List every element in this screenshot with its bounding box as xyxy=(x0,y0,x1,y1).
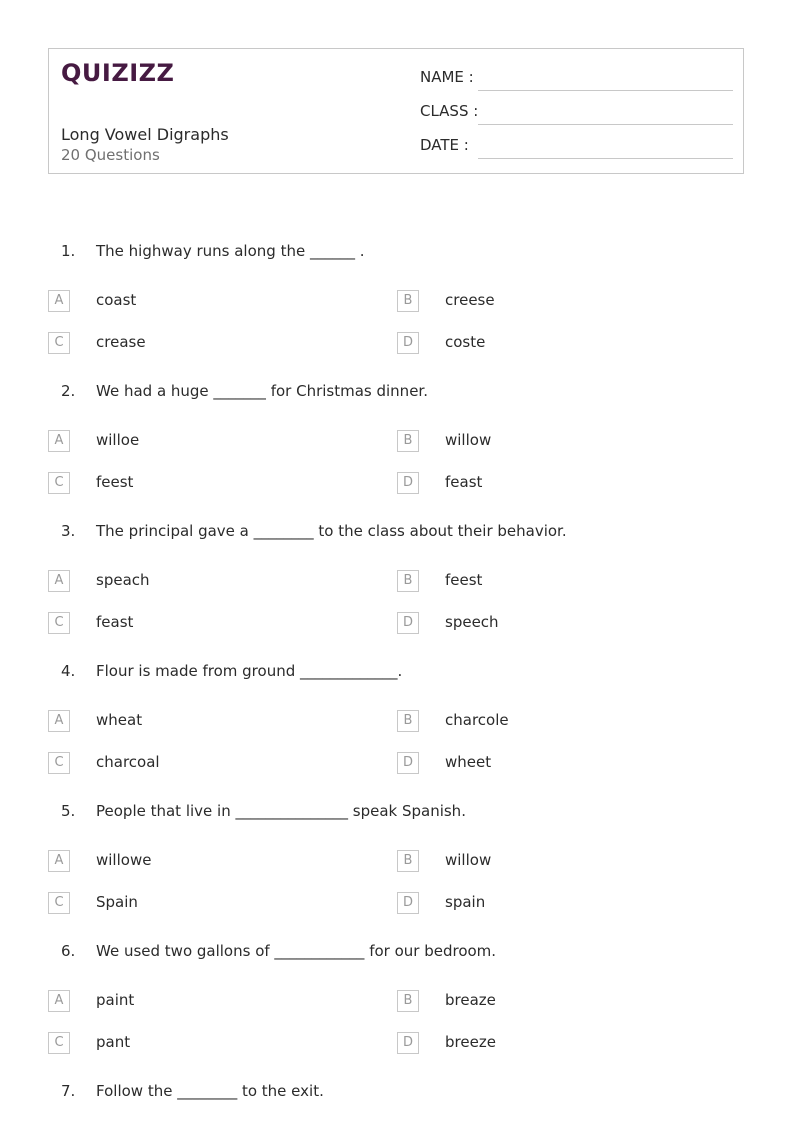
option-letter-box[interactable]: D xyxy=(397,752,419,774)
answer-option-c[interactable] xyxy=(48,472,348,496)
answer-option-d[interactable] xyxy=(397,612,697,636)
option-text: willow xyxy=(445,851,492,869)
class-field xyxy=(420,102,733,126)
option-letter-box[interactable]: B xyxy=(397,710,419,732)
question-3 xyxy=(0,522,794,562)
answer-option-a[interactable] xyxy=(48,430,348,454)
answer-option-b[interactable] xyxy=(397,710,697,734)
quizizz-logo: QUIZIZZ xyxy=(61,59,175,87)
answer-option-a[interactable] xyxy=(48,290,348,314)
option-letter-box[interactable]: B xyxy=(397,990,419,1012)
question-5 xyxy=(0,802,794,842)
name-line xyxy=(478,90,733,91)
question-7 xyxy=(0,1082,794,1122)
option-text: crease xyxy=(96,333,146,351)
option-text: breeze xyxy=(445,1033,496,1051)
option-letter-box[interactable]: A xyxy=(48,570,70,592)
question-text: We had a huge _______ for Christmas dinner. xyxy=(96,382,428,400)
option-text: wheet xyxy=(445,753,492,771)
question-number: 4. xyxy=(61,662,76,680)
answer-option-b[interactable] xyxy=(397,990,697,1014)
option-letter-box[interactable]: B xyxy=(397,430,419,452)
class-line xyxy=(478,124,733,125)
option-letter-box[interactable]: C xyxy=(48,752,70,774)
option-text: pant xyxy=(96,1033,131,1051)
option-text: paint xyxy=(96,991,135,1009)
option-text: speach xyxy=(96,571,150,589)
option-text: feast xyxy=(96,613,134,631)
answer-option-a[interactable] xyxy=(48,990,348,1014)
question-1 xyxy=(0,242,794,282)
option-text: feest xyxy=(96,473,134,491)
worksheet-header xyxy=(48,48,744,174)
option-letter-box[interactable]: D xyxy=(397,1032,419,1054)
option-text: willow xyxy=(445,431,492,449)
answer-option-a[interactable] xyxy=(48,710,348,734)
question-number: 2. xyxy=(61,382,76,400)
answer-option-d[interactable] xyxy=(397,892,697,916)
option-letter-box[interactable]: D xyxy=(397,612,419,634)
answer-option-b[interactable] xyxy=(397,850,697,874)
option-letter-box[interactable]: C xyxy=(48,612,70,634)
question-text: Flour is made from ground _____________. xyxy=(96,662,403,680)
answer-option-c[interactable] xyxy=(48,752,348,776)
question-number: 7. xyxy=(61,1082,76,1100)
option-letter-box[interactable]: A xyxy=(48,290,70,312)
option-text: spain xyxy=(445,893,486,911)
option-text: charcole xyxy=(445,711,509,729)
date-label: DATE : xyxy=(420,136,469,154)
option-text: breaze xyxy=(445,991,496,1009)
answer-option-c[interactable] xyxy=(48,1032,348,1056)
question-text: We used two gallons of ____________ for our bedroom. xyxy=(96,942,497,960)
question-2 xyxy=(0,382,794,422)
answer-option-b[interactable] xyxy=(397,290,697,314)
option-letter-box[interactable]: B xyxy=(397,570,419,592)
answer-option-d[interactable] xyxy=(397,1032,697,1056)
option-letter-box[interactable]: A xyxy=(48,710,70,732)
answer-option-b[interactable] xyxy=(397,430,697,454)
option-letter-box[interactable]: C xyxy=(48,472,70,494)
option-letter-box[interactable]: D xyxy=(397,332,419,354)
option-letter-box[interactable]: A xyxy=(48,430,70,452)
answer-option-a[interactable] xyxy=(48,850,348,874)
option-letter-box[interactable]: C xyxy=(48,892,70,914)
answer-option-d[interactable] xyxy=(397,472,697,496)
question-count: 20 Questions xyxy=(61,146,160,164)
question-number: 5. xyxy=(61,802,76,820)
option-letter-box[interactable]: B xyxy=(397,290,419,312)
question-number: 3. xyxy=(61,522,76,540)
answer-option-a[interactable] xyxy=(48,570,348,594)
question-4 xyxy=(0,662,794,702)
option-letter-box[interactable]: C xyxy=(48,1032,70,1054)
question-text: Follow the ________ to the exit. xyxy=(96,1082,324,1100)
option-text: Spain xyxy=(96,893,138,911)
option-text: coste xyxy=(445,333,486,351)
answer-option-c[interactable] xyxy=(48,332,348,356)
name-label: NAME : xyxy=(420,68,474,86)
option-letter-box[interactable]: B xyxy=(397,850,419,872)
option-text: wheat xyxy=(96,711,143,729)
answer-option-c[interactable] xyxy=(48,612,348,636)
worksheet-title: Long Vowel Digraphs xyxy=(61,125,229,144)
option-text: feest xyxy=(445,571,483,589)
answer-option-c[interactable] xyxy=(48,892,348,916)
date-field xyxy=(420,136,733,160)
option-text: feast xyxy=(445,473,483,491)
option-text: creese xyxy=(445,291,495,309)
date-line xyxy=(478,158,733,159)
question-text: People that live in _______________ speak Spanish. xyxy=(96,802,466,820)
option-letter-box[interactable]: C xyxy=(48,332,70,354)
name-field xyxy=(420,68,733,92)
question-number: 1. xyxy=(61,242,76,260)
option-text: willowe xyxy=(96,851,152,869)
option-letter-box[interactable]: D xyxy=(397,892,419,914)
answer-option-b[interactable] xyxy=(397,570,697,594)
option-letter-box[interactable]: D xyxy=(397,472,419,494)
question-6 xyxy=(0,942,794,982)
question-text: The highway runs along the ______ . xyxy=(96,242,365,260)
option-text: coast xyxy=(96,291,137,309)
class-label: CLASS : xyxy=(420,102,479,120)
option-text: speech xyxy=(445,613,499,631)
answer-option-d[interactable] xyxy=(397,752,697,776)
answer-option-d[interactable] xyxy=(397,332,697,356)
question-number: 6. xyxy=(61,942,76,960)
option-letter-box[interactable]: A xyxy=(48,850,70,872)
option-letter-box[interactable]: A xyxy=(48,990,70,1012)
option-text: charcoal xyxy=(96,753,160,771)
option-text: willoe xyxy=(96,431,140,449)
question-text: The principal gave a ________ to the class about their behavior. xyxy=(96,522,567,540)
